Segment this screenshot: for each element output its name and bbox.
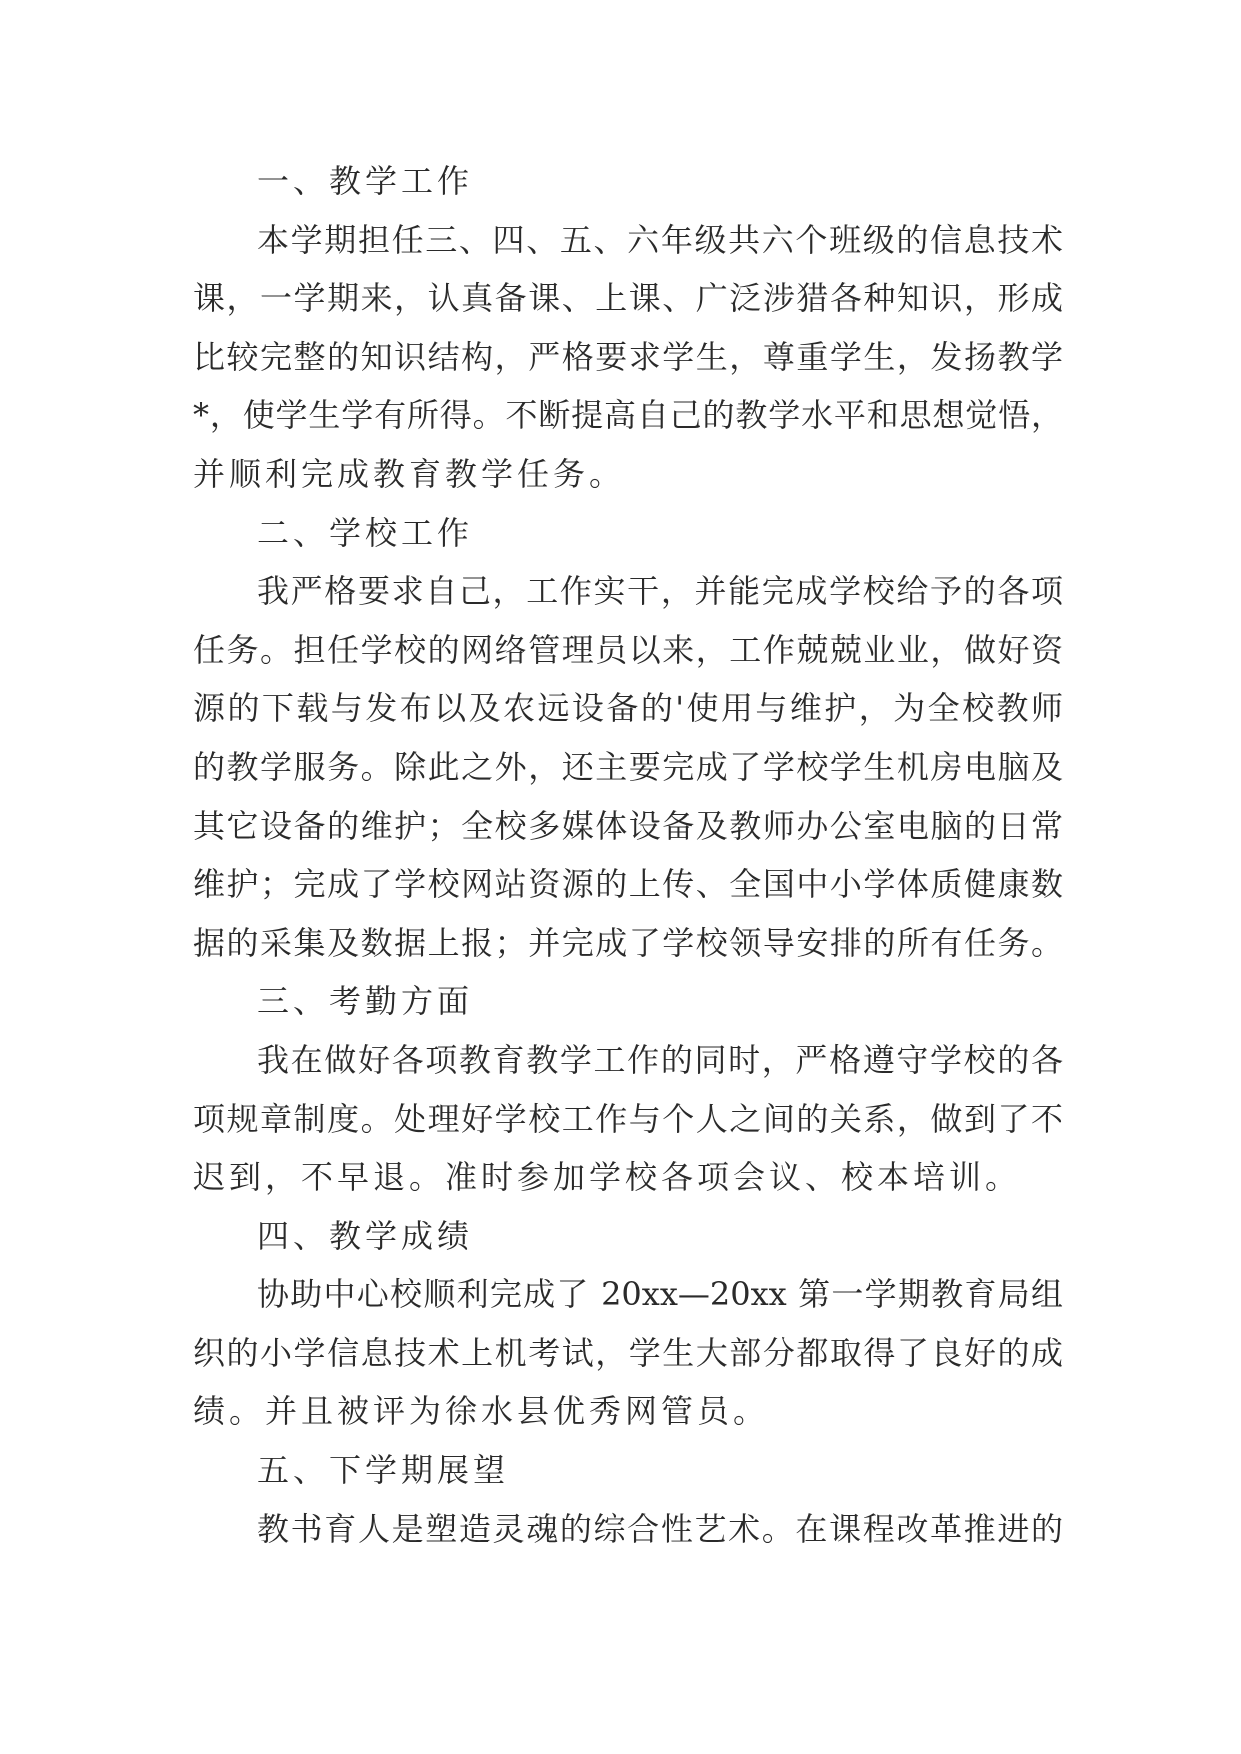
section-teaching-work	[193, 152, 1063, 504]
paragraph-line: 绩。并且被评为徐水县优秀网管员。	[193, 1392, 770, 1431]
paragraph-line: 教书育人是塑造灵魂的综合性艺术。在课程改革推进的	[257, 1509, 1063, 1548]
paragraph-line: 并顺利完成教育教学任务。	[193, 454, 626, 493]
section-next-semester-outlook	[193, 1441, 1063, 1558]
paragraph-line: 其它设备的维护；全校多媒体设备及教师办公室电脑的日常	[193, 806, 1063, 845]
paragraph-line: 源的下载与发布以及农远设备的'使用与维护，为全校教师	[193, 689, 1063, 728]
section-heading: 五、下学期展望	[257, 1451, 510, 1490]
section-heading: 二、学校工作	[257, 513, 474, 552]
paragraph-line: 课，一学期来，认真备课、上课、广泛涉猎各种知识，形成	[193, 279, 1063, 318]
paragraph-line: 项规章制度。处理好学校工作与个人之间的关系，做到了不	[193, 1099, 1063, 1138]
paragraph-line: 我在做好各项教育教学工作的同时，严格遵守学校的各	[257, 1040, 1063, 1079]
section-heading: 四、教学成绩	[257, 1216, 474, 1255]
paragraph-line: 我严格要求自己，工作实干，并能完成学校给予的各项	[257, 572, 1063, 611]
document-body	[193, 152, 1063, 1558]
section-teaching-results	[193, 1207, 1063, 1441]
paragraph-line: 维护；完成了学校网站资源的上传、全国中小学体质健康数	[193, 865, 1063, 904]
section-attendance	[193, 972, 1063, 1206]
paragraph-line: 协助中心校顺利完成了 20xx—20xx 第一学期教育局组	[257, 1275, 1063, 1314]
section-heading: 三、考勤方面	[257, 982, 474, 1021]
paragraph-line: *，使学生学有所得。不断提高自己的教学水平和思想觉悟，	[193, 396, 1063, 435]
paragraph-line: 比较完整的知识结构，严格要求学生，尊重学生，发扬教学	[193, 337, 1063, 376]
section-school-work	[193, 504, 1063, 973]
paragraph-line: 织的小学信息技术上机考试，学生大部分都取得了良好的成	[193, 1333, 1063, 1372]
paragraph-line: 迟到，不早退。准时参加学校各项会议、校本培训。	[193, 1158, 1022, 1197]
paragraph-line: 任务。担任学校的网络管理员以来，工作兢兢业业，做好资	[193, 630, 1063, 669]
paragraph-line: 据的采集及数据上报；并完成了学校领导安排的所有任务。	[193, 923, 1063, 962]
paragraph-line: 的教学服务。除此之外，还主要完成了学校学生机房电脑及	[193, 747, 1063, 786]
section-heading: 一、教学工作	[257, 162, 474, 200]
paragraph-line: 本学期担任三、四、五、六年级共六个班级的信息技术	[257, 220, 1063, 259]
